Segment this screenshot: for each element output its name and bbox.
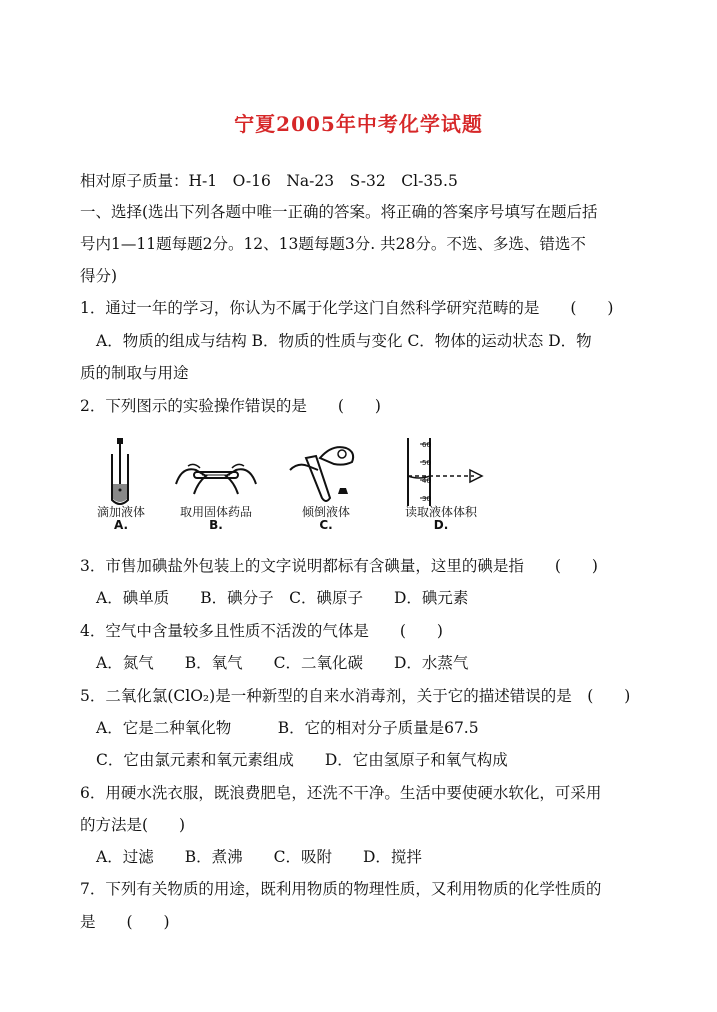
figure-b-caption: 取用固体药品 (179, 505, 252, 519)
figure-d (386, 436, 496, 531)
question-7: 7．下列有关物质的用途，既利用物质的物理性质，又利用物质的化学性质的 (80, 880, 602, 898)
figure-b (168, 436, 264, 531)
figure-d-caption: 读取液体体积 (404, 505, 477, 519)
figure-b-letter: B. (209, 518, 223, 532)
measuring-cylinder-icon (386, 436, 496, 506)
solid-reagent-hands-icon (168, 436, 264, 506)
pouring-liquid-icon (280, 436, 372, 506)
figure-c (280, 436, 372, 531)
section-instructions-3: 得分) (80, 267, 118, 285)
question-5: 5．二氧化氯(ClO₂)是一种新型的自来水消毒剂，关于它的描述错误的是 ( ) (80, 687, 631, 705)
question-1-options: A．物质的组成与结构 B．物质的性质与变化 C．物体的运动状态 D．物 (96, 332, 592, 350)
question-1: 1．通过一年的学习，你认为不属于化学这门自然科学研究范畴的是 ( ) (80, 299, 614, 317)
cylinder-tick-60: 60 (422, 441, 431, 449)
question-6-options: A．过滤 B．煮沸 C．吸附 D．搅拌 (96, 848, 422, 866)
question-3: 3．市售加碘盐外包装上的文字说明都标有含碘量，这里的碘是指 ( ) (80, 557, 598, 575)
figure-a (90, 436, 152, 531)
question-2: 2．下列图示的实验操作错误的是 ( ) (80, 397, 381, 415)
figure-c-caption: 倾倒液体 (301, 505, 350, 519)
question-3-options: A．碘单质 B．碘分子 C．碘原子 D．碘元素 (96, 589, 469, 607)
question-4: 4．空气中含量较多且性质不活泼的气体是 ( ) (80, 622, 443, 640)
question-4-options: A．氮气 B．氧气 C．二氧化碳 D．水蒸气 (96, 654, 469, 672)
cylinder-tick-30: 30 (422, 495, 431, 503)
figure-c-letter: C. (319, 518, 333, 532)
page-title: 宁夏2005年中考化学试题 (234, 112, 483, 136)
cylinder-tick-40: 40 (422, 477, 431, 485)
atomic-mass-line: 相对原子质量：H-1 O-16 Na-23 S-32 Cl-35.5 (80, 172, 458, 190)
figure-a-letter: A. (113, 518, 129, 532)
section-instructions-2: 号内1—11题每题2分。12、13题每题3分. 共28分。不选、多选、错选不 (80, 235, 586, 253)
question-7-cont: 是 ( ) (80, 913, 170, 931)
figure-d-letter: D. (433, 518, 449, 532)
question-2-figures (90, 436, 510, 534)
section-instructions-1: 一、选择(选出下列各题中唯一正确的答案。将正确的答案序号填写在题后括 (80, 203, 598, 221)
dropper-tube-icon (90, 436, 152, 506)
cylinder-tick-50: 50 (422, 459, 431, 467)
question-5-options-cd: C．它由氯元素和氧元素组成 D．它由氢原子和氧气构成 (96, 751, 508, 769)
question-1-options-cont: 质的制取与用途 (80, 364, 189, 382)
question-6: 6．用硬水洗衣服，既浪费肥皂，还洗不干净。生活中要使硬水软化，可采用 (80, 784, 602, 802)
question-5-options-ab: A．它是二种氧化物 B．它的相对分子质量是67.5 (96, 719, 479, 737)
figure-a-caption: 滴加液体 (96, 505, 145, 519)
question-6-cont: 的方法是( ) (80, 816, 186, 834)
